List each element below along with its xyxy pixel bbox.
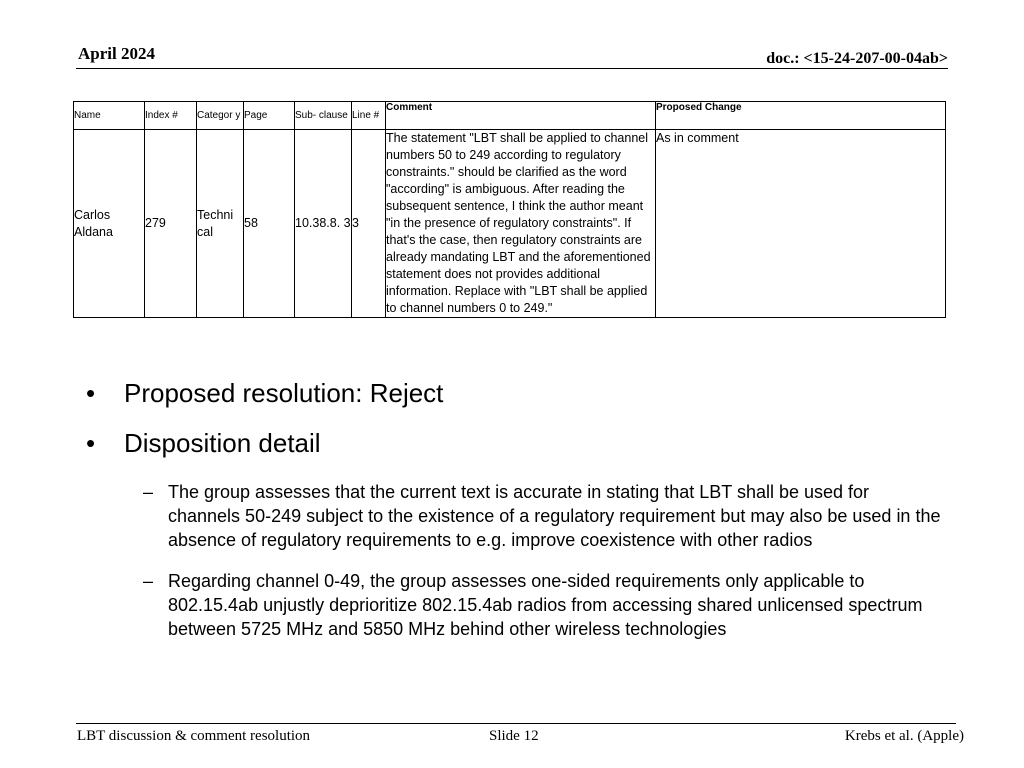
sub-bullet-marker: – — [143, 571, 154, 591]
header-doc-id: doc.: <15-24-207-00-04ab> — [766, 50, 948, 67]
col-header-index: Index # — [145, 102, 197, 130]
sub-bullet-text: Regarding channel 0-49, the group assesses one-sided requirements only applicable to 802.15.4ab unjustly deprioritize 802.15.4ab radios from accessing shared unlicensed spectrum between 5725 MHz and 5850 MHz behind other wireless technologies — [168, 571, 923, 639]
disposition-sub-list — [143, 480, 943, 658]
bullet-marker: • — [86, 378, 96, 408]
bullet-disposition — [86, 425, 443, 461]
sub-bullet — [143, 569, 943, 641]
cell-line: 3 — [352, 130, 386, 318]
bullet-text: Proposed resolution: Reject — [124, 378, 444, 408]
cell-index: 279 — [145, 130, 197, 318]
footer-author: Krebs et al. (Apple) — [844, 728, 964, 744]
col-header-comment: Comment — [386, 102, 656, 130]
col-header-subclause: Sub- clause — [295, 102, 352, 130]
col-header-line: Line # — [352, 102, 386, 130]
cell-category: Techni cal — [197, 130, 244, 318]
col-header-category: Categor y — [197, 102, 244, 130]
cell-subclause: 10.38.8. 3 — [295, 130, 352, 318]
table-header-row — [74, 102, 946, 130]
footer-divider — [76, 723, 956, 724]
comment-table — [73, 101, 946, 318]
bullet-text: Disposition detail — [124, 428, 321, 458]
footer-title: LBT discussion & comment resolution — [77, 728, 311, 744]
cell-name: Carlos Aldana — [74, 130, 145, 318]
bullet-resolution — [86, 375, 443, 411]
sub-bullet-text: The group assesses that the current text is accurate in stating that LBT shall be used for channels 50-249 subject to the existence of a regulatory requirement but may also be used in the absence of regulatory requirements to e.g. improve coexistence with other radios — [168, 482, 941, 550]
header-date: April 2024 — [78, 44, 155, 63]
bullet-marker: • — [86, 428, 96, 458]
col-header-proposed-change: Proposed Change — [656, 102, 946, 130]
col-header-page: Page — [244, 102, 295, 130]
sub-bullet-marker: – — [143, 482, 154, 502]
sub-bullet — [143, 480, 943, 552]
slide-number: Slide 12 — [489, 728, 539, 744]
col-header-name: Name — [74, 102, 145, 130]
cell-page: 58 — [244, 130, 295, 318]
table-row — [74, 130, 946, 318]
cell-comment: The statement "LBT shall be applied to channel numbers 50 to 249 according to regulatory constraints." should be clarified as the word "according" is ambiguous. After reading the subsequent sentence, I think the author meant "in the presence of regulatory constraints". If that's the case, then regulatory constraints are already mandating LBT and the aforementioned statement does not provides additional information. Replace with "LBT shall be applied to channel numbers 0 to 249." — [386, 130, 656, 318]
cell-proposed-change: As in comment — [656, 130, 946, 318]
main-bullet-list — [86, 375, 443, 475]
header-divider — [76, 68, 948, 69]
